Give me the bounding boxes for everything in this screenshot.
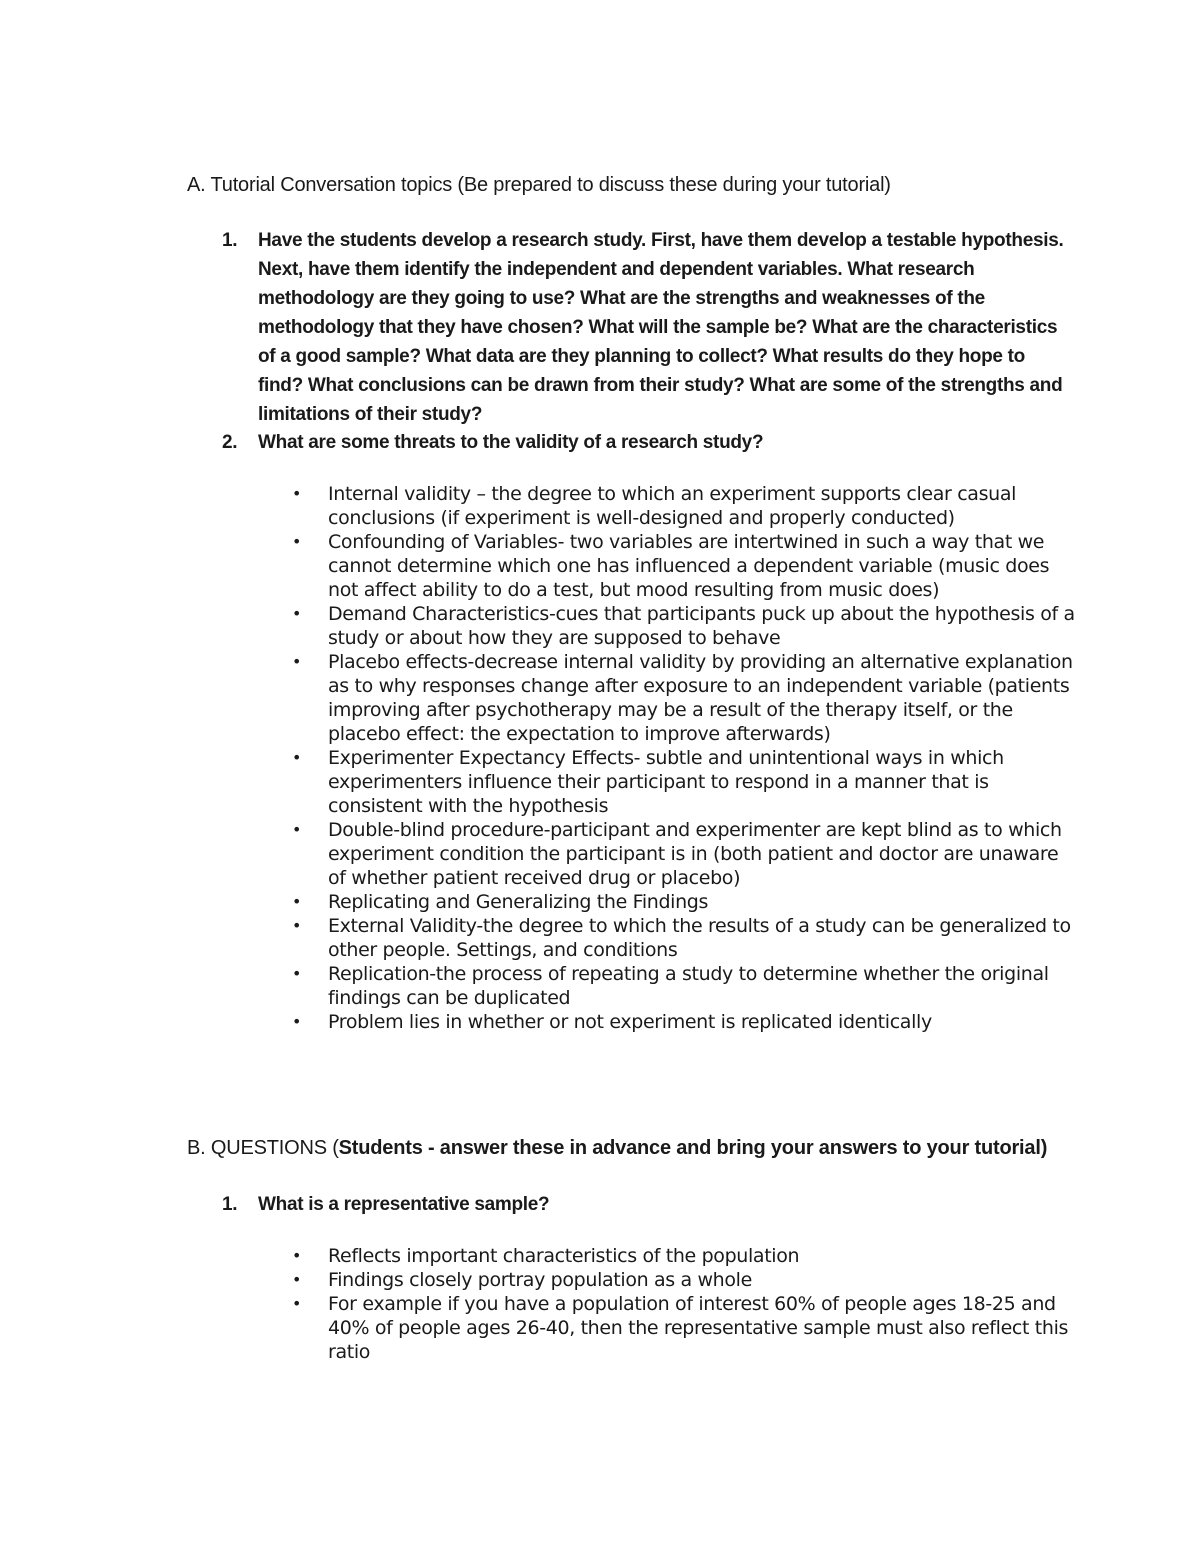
list-item xyxy=(290,602,1080,650)
list-item xyxy=(290,962,1080,1010)
bullet-icon: • xyxy=(292,532,302,551)
section-b-bullet-list xyxy=(290,1244,1080,1364)
bullet-icon: • xyxy=(292,484,302,503)
bullet-icon: • xyxy=(292,604,302,623)
item-text: What is a representative sample? xyxy=(258,1194,550,1215)
list-item xyxy=(290,818,1080,890)
bullet-icon: • xyxy=(292,1012,302,1031)
list-item xyxy=(290,746,1080,818)
list-item xyxy=(290,1244,1080,1268)
bullet-icon: • xyxy=(292,1294,302,1313)
section-a-title: Tutorial Conversation topics (Be prepared to discuss these during your tutorial) xyxy=(210,174,891,196)
list-item-text: External Validity-the degree to which the results of a study can be generalized to other people. Settings, and conditions xyxy=(328,915,1071,961)
bullet-icon: • xyxy=(292,916,302,935)
bullet-icon: • xyxy=(292,1246,302,1265)
section-b-letter: B. xyxy=(187,1137,206,1159)
item-number: 1. xyxy=(222,230,238,251)
list-item xyxy=(290,1292,1080,1364)
list-item-text: Placebo effects-decrease internal validity by providing an alternative explanation as to why responses change after exposure to an independent variable (patients improving after psychotherapy may be a result of the therapy itself, or the placebo effect: the expectation to improve afterwards) xyxy=(328,651,1073,745)
section-a-bullet-list xyxy=(290,482,1080,1034)
list-item xyxy=(290,482,1080,530)
bullet-icon: • xyxy=(292,1270,302,1289)
list-item-text: Demand Characteristics-cues that participants puck up about the hypothesis of a study or about how they are supposed to behave xyxy=(328,603,1075,649)
section-b-title-bold: Students - answer these in advance and bring your answers to your tutorial) xyxy=(338,1137,1048,1159)
bullet-icon: • xyxy=(292,892,302,911)
list-item xyxy=(290,914,1080,962)
bullet-icon: • xyxy=(292,652,302,671)
item-number: 1. xyxy=(222,1194,238,1215)
list-item xyxy=(290,530,1080,602)
bullet-icon: • xyxy=(292,748,302,767)
section-a-heading xyxy=(187,173,891,197)
list-item-text: Experimenter Expectancy Effects- subtle and unintentional ways in which experimenters influence their participant to respond in a manner that is consistent with the hypothesis xyxy=(328,747,1004,817)
list-item xyxy=(290,890,1080,914)
section-b-item-1 xyxy=(222,1190,1072,1219)
section-b-title-plain: QUESTIONS ( xyxy=(210,1137,339,1159)
list-item-text: Reflects important characteristics of the population xyxy=(328,1245,800,1267)
list-item xyxy=(290,650,1080,746)
item-text: What are some threats to the validity of a research study? xyxy=(258,432,764,453)
list-item-text: Findings closely portray population as a whole xyxy=(328,1269,752,1291)
list-item xyxy=(290,1010,1080,1034)
list-item-text: Replicating and Generalizing the Findings xyxy=(328,891,709,913)
list-item-text: Double-blind procedure-participant and experimenter are kept blind as to which experiment condition the participant is in (both patient and doctor are unaware of whether patient received drug or placebo) xyxy=(328,819,1062,889)
section-b-heading xyxy=(187,1136,1047,1160)
bullet-icon: • xyxy=(292,964,302,983)
list-item-text: Confounding of Variables- two variables are intertwined in such a way that we cannot determine which one has influenced a dependent variable (music does not affect ability to do a test, but mood resulting from music does) xyxy=(328,531,1050,601)
list-item-text: Replication-the process of repeating a study to determine whether the original findings can be duplicated xyxy=(328,963,1049,1009)
item-text: Have the students develop a research study. First, have them develop a testable hypothesis. Next, have them identify the independent and dependent variables. What research methodology are they going to use? What are the strengths and weaknesses of the methodology that they have chosen? What will the sample be? What are the characteristics of a good sample? What data are they planning to collect? What results do they hope to find? What conclusions can be drawn from their study? What are some of the strengths and limitations of their study? xyxy=(258,230,1064,425)
list-item xyxy=(290,1268,1080,1292)
section-a-letter: A. xyxy=(187,174,206,196)
section-a-item-2 xyxy=(222,428,1072,457)
list-item-text: Internal validity – the degree to which an experiment supports clear casual conclusions (if experiment is well-designed and properly conducted) xyxy=(328,483,1017,529)
list-item-text: For example if you have a population of interest 60% of people ages 18-25 and 40% of people ages 26-40, then the representative sample must also reflect this ratio xyxy=(328,1293,1069,1363)
section-a-item-1 xyxy=(222,226,1072,429)
item-number: 2. xyxy=(222,432,238,453)
bullet-icon: • xyxy=(292,820,302,839)
list-item-text: Problem lies in whether or not experiment is replicated identically xyxy=(328,1011,932,1033)
